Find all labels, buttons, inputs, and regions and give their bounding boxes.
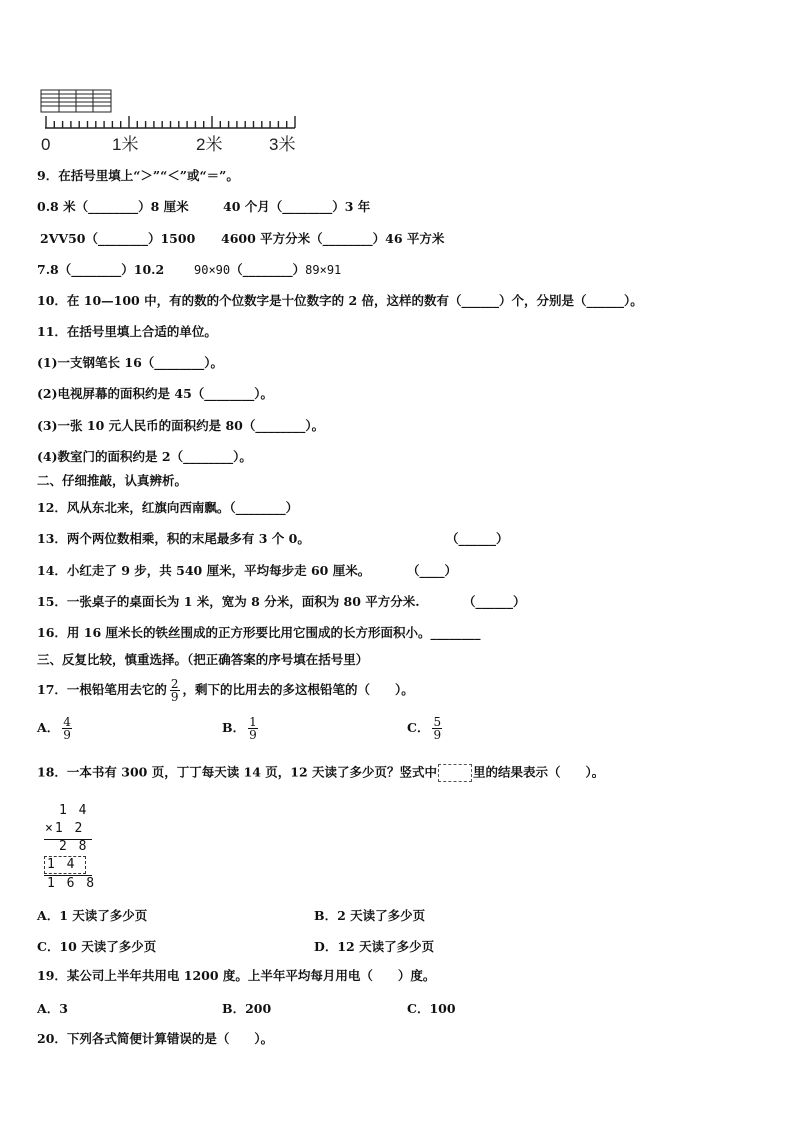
q13-text: 13．两个两位数相乘，积的末尾最多有 3 个 0。 [37,531,310,546]
q16-text: 16．用 16 厘米长的铁丝围成的正方形要比用它围成的长方形面积小。________ [37,625,481,640]
section-2-heading: 二、仔细推敲，认真辨析。 [37,473,188,488]
q18-option-b[interactable]: B．2 天读了多少页 [314,908,426,923]
q11-item-4: (4)教室门的面积约是 2（________）。 [37,449,252,464]
q9-row3-b-right: 89×91 [305,263,342,277]
q9-row1-a: 0.8 米（________）8 厘米 [37,199,189,214]
q17-fraction [170,678,180,703]
q18-option-c[interactable]: C．10 天读了多少页 [37,939,157,954]
q17-option-b-label: B． [222,720,246,735]
section-3-heading: 三、反复比较，慎重选择。（把正确答案的序号填在括号里） [37,652,369,667]
q18-post: 里的结果表示（ ）。 [473,764,605,780]
bricks-drawing [41,90,111,112]
ruler-label-2: 2米 [196,135,223,154]
ruler-figure [38,88,308,158]
q18-dashed-box [438,764,472,782]
q19-option-b[interactable]: B．200 [222,1001,272,1016]
q19-option-c[interactable]: C．100 [407,1001,456,1016]
q17-option-a-numerator: 4 [63,715,71,729]
q13-blank: （______） [446,531,509,546]
q11-title: 11．在括号里填上合适的单位。 [37,324,217,339]
q19-text: 19．某公司上半年共用电 1200 度。上半年平均每月用电（ ）度。 [37,968,436,983]
q9-row3-a: 7.8（________）10.2 [37,262,165,277]
ruler-label-3: 3米 [269,135,296,154]
ruler-label-1: 1米 [112,135,139,154]
q17-option-a-fraction [62,716,72,741]
q17-option-a-label: A． [37,720,60,735]
q17-option-c[interactable] [407,716,445,741]
q18-pre: 18．一本书有 300 页，丁丁每天读 14 页，12 天读了多少页？竖式中 [37,764,438,780]
q20-text: 20．下列各式简便计算错误的是（ ）。 [37,1031,274,1046]
q17-option-c-label: C． [407,720,430,735]
q11-item-1: (1)一支钢笔长 16（________）。 [37,355,224,370]
q17-option-c-denominator: 9 [433,728,442,742]
q9-row3-b [194,262,341,278]
q14-blank: （____） [407,563,458,578]
q17-frac-numerator: 2 [170,677,179,691]
vertical-row-2: ×1 2 [45,821,85,836]
q17-option-c-fraction [432,716,442,741]
q17-stem [37,676,414,704]
q17-option-b-numerator: 1 [249,715,257,729]
vertical-row-5: 1 6 8 [47,876,97,891]
vertical-row-1: 1 4 [59,803,89,818]
q17-option-a[interactable] [37,716,75,741]
q9-row1-b: 40 个月（________）3 年 [223,199,371,214]
q17-post: ，剩下的比用去的多这根铅笔的（ ）。 [182,682,414,697]
q17-frac-denominator: 9 [170,690,179,704]
vertical-row-3: 2 8 [59,839,89,854]
q18-option-a[interactable]: A．1 天读了多少页 [37,908,148,923]
vertical-row-4: 1 4 [47,857,77,872]
q10-text: 10．在 10—100 中，有的数的个位数字是十位数字的 2 倍，这样的数有（______）个，分别是（______）。 [37,293,643,308]
q17-option-a-denominator: 9 [63,728,71,742]
q9-row3-b-mid: （________） [230,262,306,277]
q19-option-a[interactable]: A．3 [37,1001,68,1016]
q15-text: 15．一张桌子的桌面长为 1 米，宽为 8 分米，面积为 80 平方分米. [37,594,420,609]
q11-item-2: (2)电视屏幕的面积约是 45（________）。 [37,386,274,401]
q17-option-b[interactable] [222,716,261,741]
q9-row3-b-left: 90×90 [194,263,231,277]
q12-text: 12．风从东北来，红旗向西南飘。（________） [37,500,299,515]
q17-pre: 17．一根铅笔用去它的 [37,682,167,697]
q17-option-c-numerator: 5 [433,715,442,729]
q9-row2-b: 4600 平方分米（________）46 平方米 [221,231,445,246]
q14-text: 14．小红走了 9 步，共 540 厘米，平均每步走 60 厘米。 [37,563,371,578]
q17-option-b-fraction [248,716,258,741]
q9-title: 9．在括号里填上“＞”“＜”或“＝”。 [37,168,239,183]
q17-option-b-denominator: 9 [249,728,257,742]
ruler-label-0: 0 [41,135,51,154]
q18-stem [37,764,604,782]
q15-blank: （______） [463,594,526,609]
q18-option-d[interactable]: D．12 天读了多少页 [314,939,435,954]
q11-item-3: (3)一张 10 元人民币的面积约是 80（________）。 [37,418,325,433]
q9-row2-a: 2VV50（________）1500 [40,231,196,246]
